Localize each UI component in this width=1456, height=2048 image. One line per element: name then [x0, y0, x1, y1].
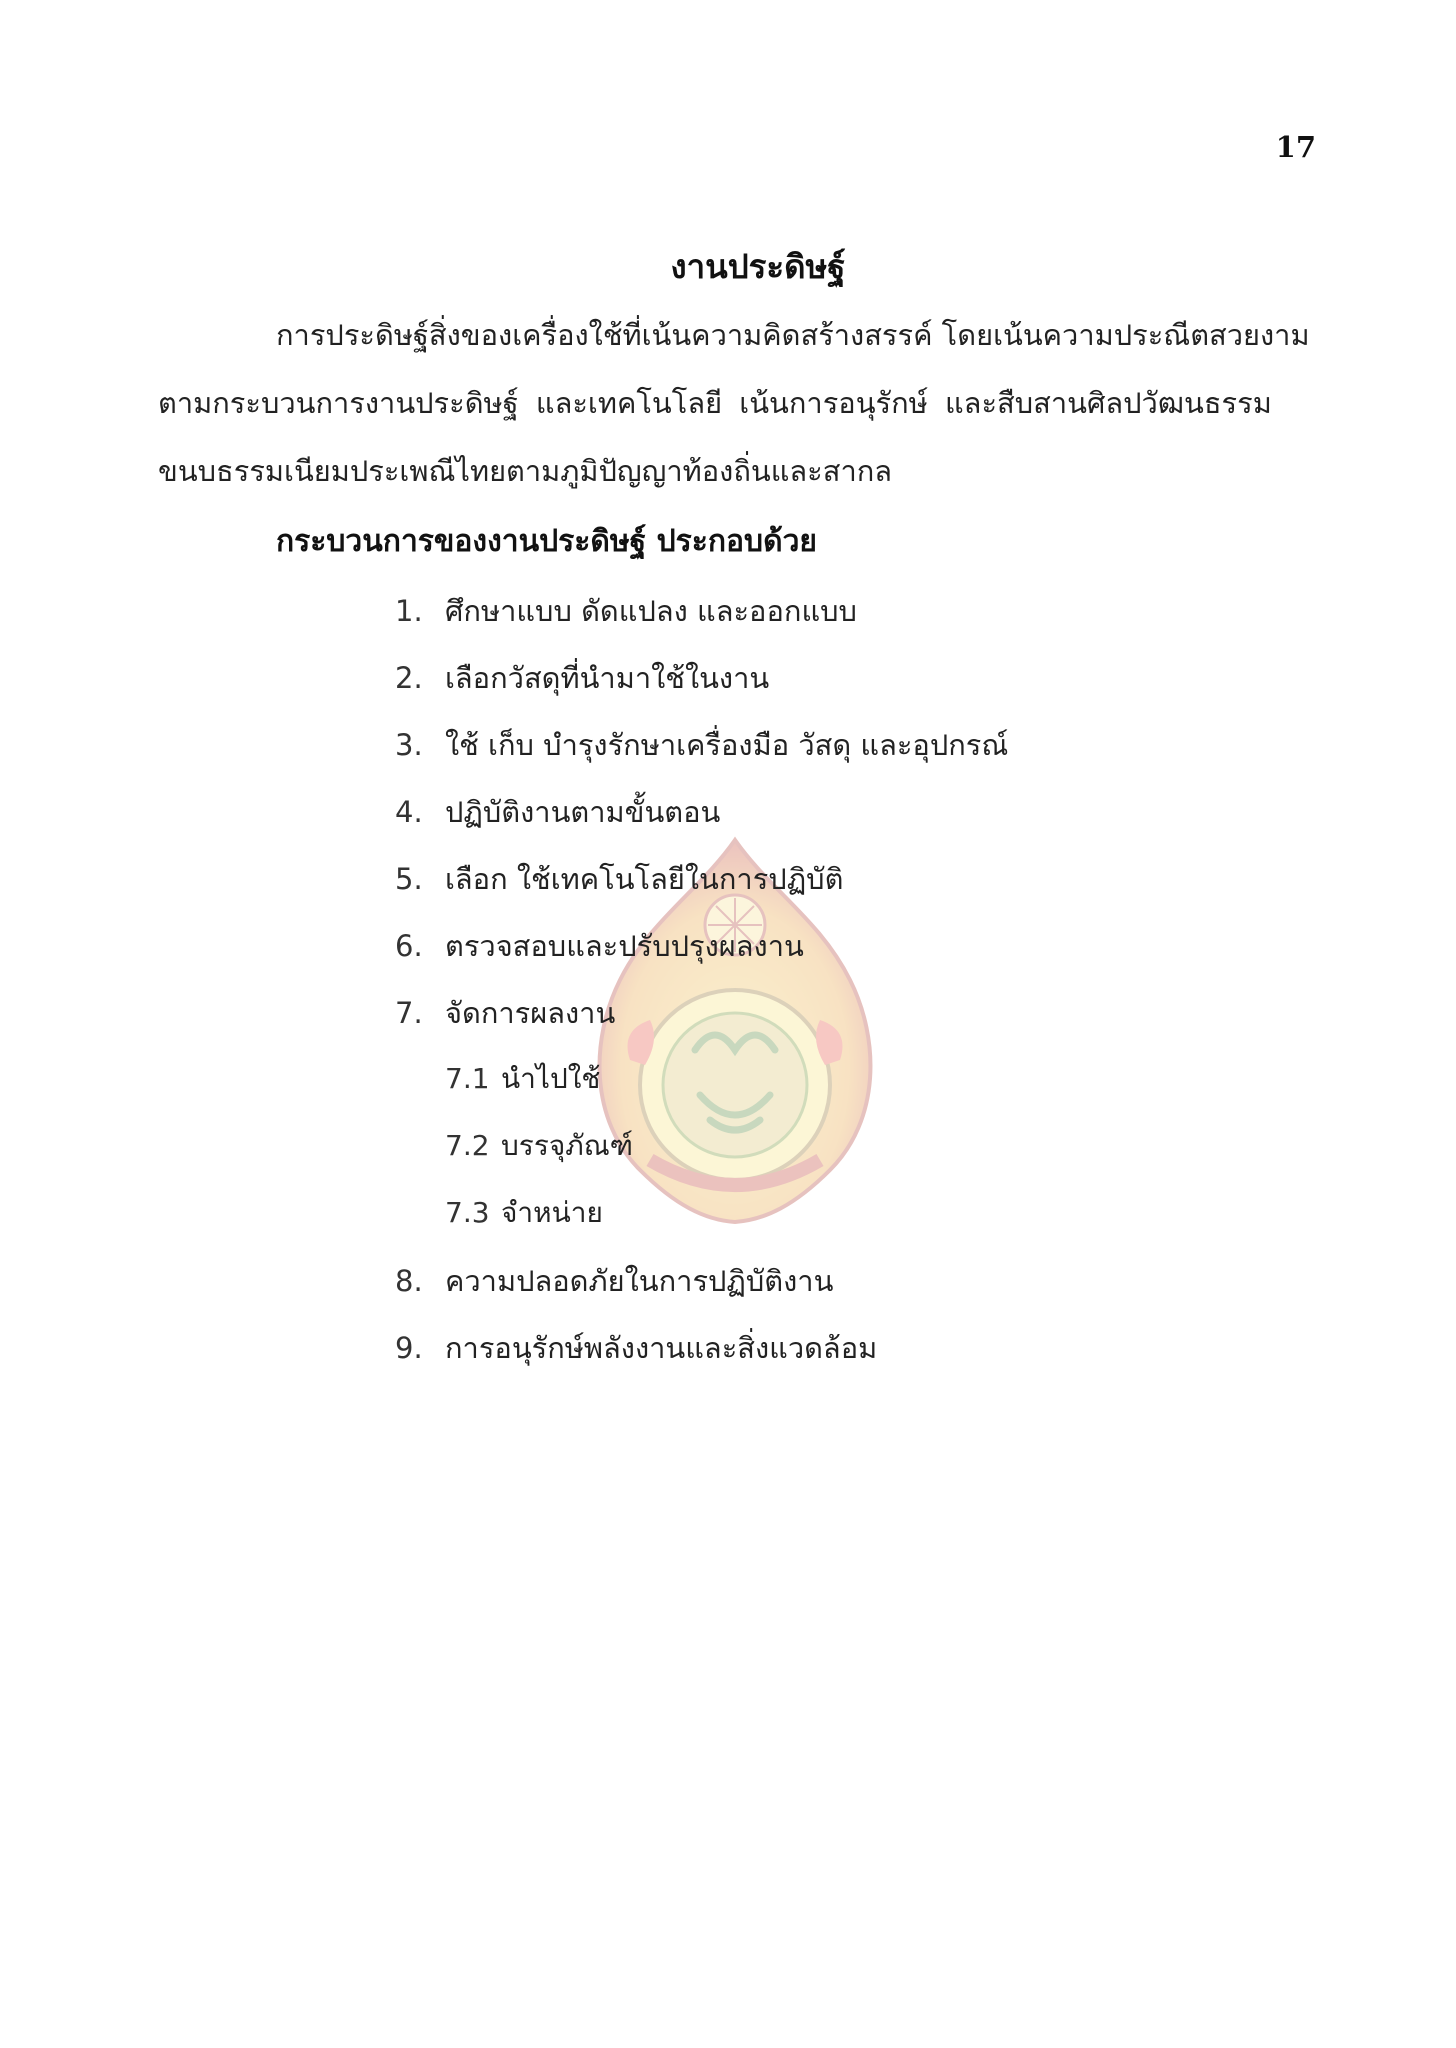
list-item-text: ปฏิบัติงานตามขั้นตอน [445, 795, 721, 829]
list-item [395, 990, 615, 1036]
list-item-number: 9. [395, 1331, 423, 1365]
list-item-number: 1. [395, 594, 423, 628]
list-item [395, 1325, 877, 1371]
sub-list-item-text: นำไปใช้ [501, 1062, 601, 1095]
list-item-text: เลือกวัสดุที่นำมาใช้ในงาน [445, 661, 770, 695]
list-item-number: 6. [395, 929, 423, 963]
sub-list-item [445, 1124, 633, 1168]
section-subheading: กระบวนการของงานประดิษฐ์ ประกอบด้วย [276, 524, 818, 559]
sub-list-item [445, 1191, 603, 1235]
sub-list-item [445, 1057, 600, 1101]
sub-list-item-text: บรรจุภัณฑ์ [501, 1129, 633, 1162]
paragraph-line: ขนบธรรมเนียมประเพณีไทยตามภูมิปัญญาท้องถิ่นและสากล [158, 454, 893, 488]
list-item-text: ความปลอดภัยในการปฏิบัติงาน [445, 1264, 834, 1298]
list-item-number: 7. [395, 996, 423, 1030]
list-item-number: 2. [395, 661, 423, 695]
list-item [395, 655, 769, 701]
list-item-text: การอนุรักษ์พลังงานและสิ่งแวดล้อม [445, 1331, 878, 1365]
list-item-text: จัดการผลงาน [445, 996, 616, 1030]
list-item-text: ตรวจสอบและปรับปรุงผลงาน [445, 929, 804, 963]
sub-list-item-text: จำหน่าย [501, 1196, 603, 1229]
sub-list-item-number: 7.1 [445, 1062, 490, 1095]
list-item-number: 4. [395, 795, 423, 829]
list-item [395, 856, 843, 902]
list-item-text: เลือก ใช้เทคโนโลยีในการปฏิบัติ [445, 862, 844, 896]
paragraph-line: การประดิษฐ์สิ่งของเครื่องใช้ที่เน้นความคิดสร้างสรรค์ โดยเน้นความประณีตสวยงาม [276, 318, 1310, 352]
list-item-number: 5. [395, 862, 423, 896]
list-item-text: ศึกษาแบบ ดัดแปลง และออกแบบ [445, 594, 857, 628]
page-title: งานประดิษฐ์ [670, 247, 846, 286]
list-item [395, 722, 1008, 768]
list-item-number: 3. [395, 728, 423, 762]
list-item [395, 789, 720, 835]
list-item-number: 8. [395, 1264, 423, 1298]
list-item [395, 1258, 833, 1304]
sub-list-item-number: 7.3 [445, 1196, 490, 1229]
sub-list-item-number: 7.2 [445, 1129, 490, 1162]
page-number: 17 [1275, 130, 1316, 164]
list-item-text: ใช้ เก็บ บำรุงรักษาเครื่องมือ วัสดุ และอุปกรณ์ [445, 728, 1009, 762]
list-item [395, 923, 804, 969]
paragraph-line: ตามกระบวนการงานประดิษฐ์ และเทคโนโลยี เน้นการอนุรักษ์ และสืบสานศิลปวัฒนธรรม [158, 386, 1272, 420]
list-item [395, 588, 857, 634]
